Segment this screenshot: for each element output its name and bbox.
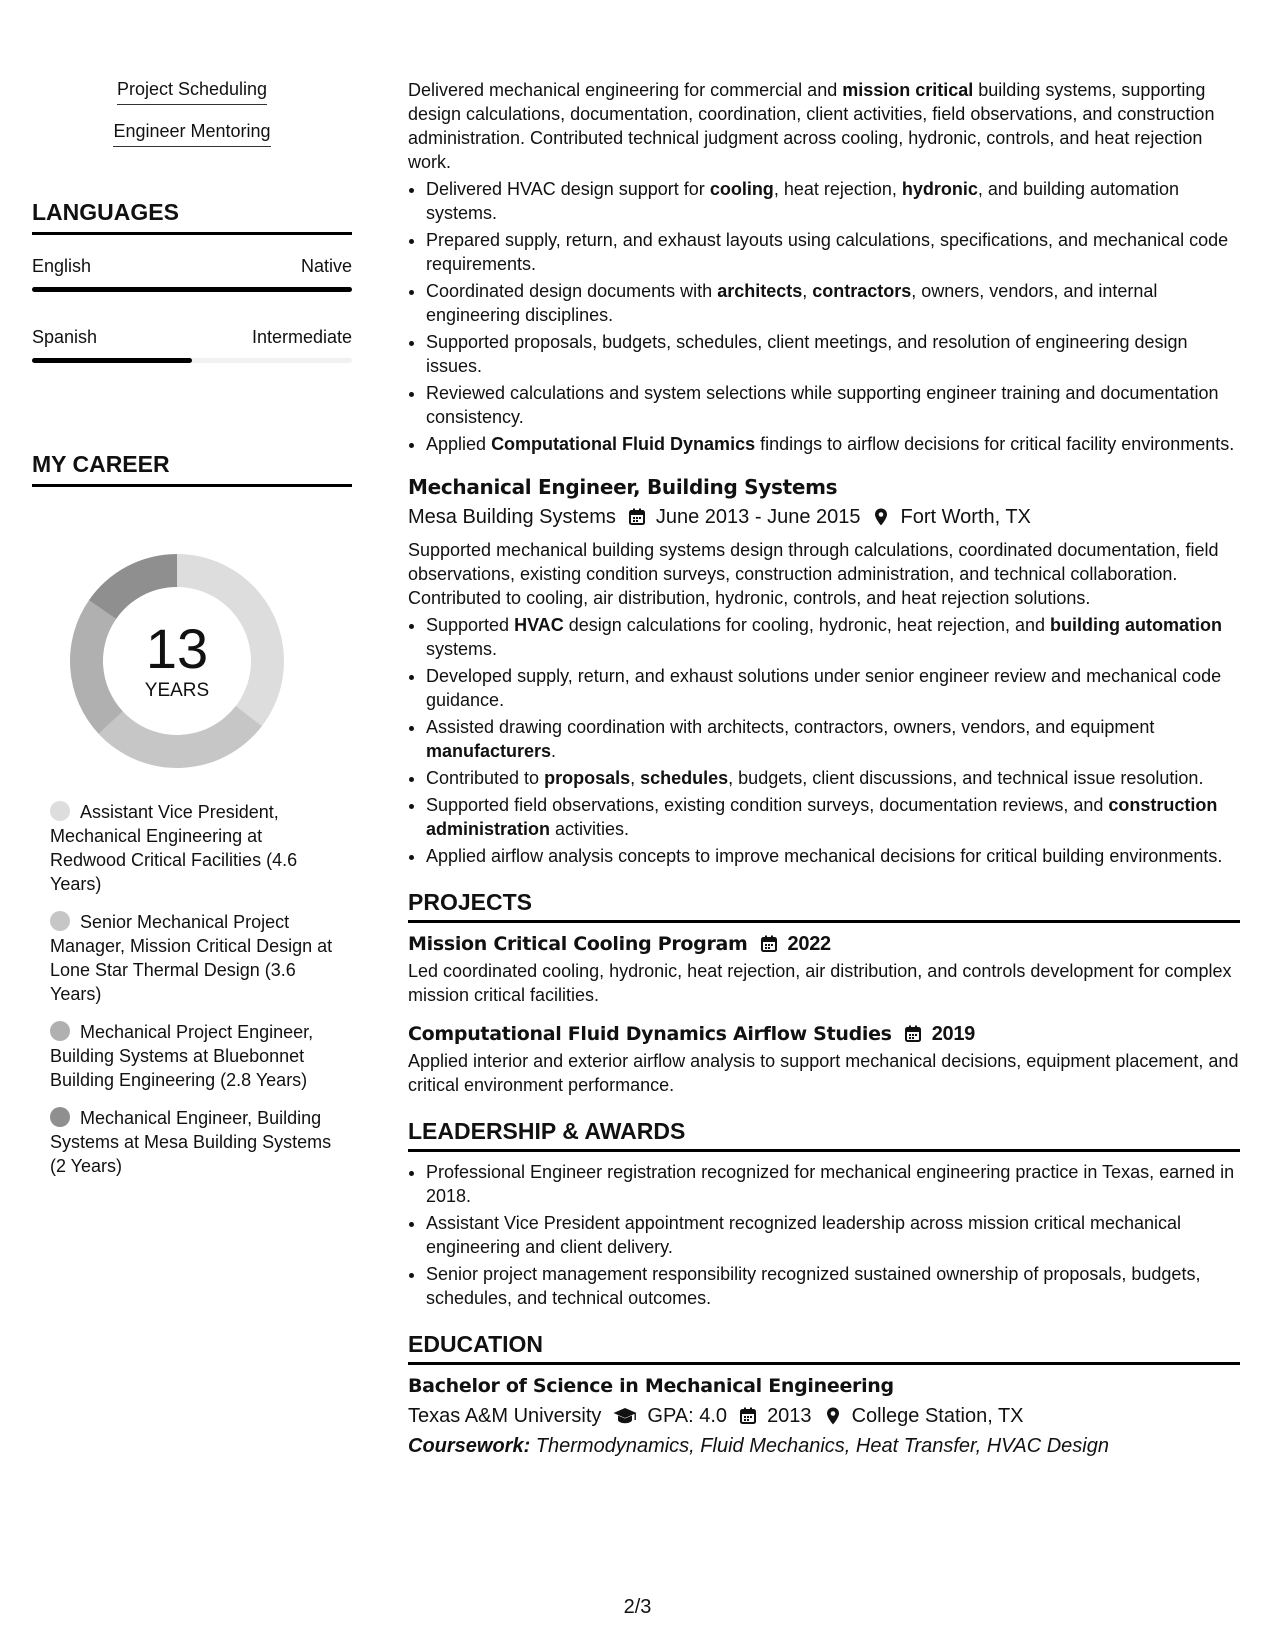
award-item: • Professional Engineer registration recognized for mechanical engineering practice in Texas, earned in 2018. xyxy=(426,1160,1240,1208)
job-title: Mechanical Engineer, Building Systems xyxy=(408,475,838,499)
language-level: Native xyxy=(300,256,352,276)
language-proficiency-bar xyxy=(32,358,352,363)
calendar-icon xyxy=(760,935,778,953)
languages-section xyxy=(32,198,352,363)
calendar-icon xyxy=(628,508,646,526)
legend-dot-icon xyxy=(50,911,70,931)
awards-heading: LEADERSHIP & AWARDS xyxy=(408,1117,1240,1152)
legend-dot-icon xyxy=(50,801,70,821)
map-pin-icon xyxy=(824,1407,842,1425)
career-total-unit: YEARS xyxy=(144,680,210,701)
career-legend-item xyxy=(50,1106,340,1178)
job-summary: Supported mechanical building systems design through calculations, coordinated documentation, field observations, existing condition surveys, construction administration, and technical collaboration. Contributed to cooling, air distribution, hydronic, controls, and heat rejection solutions. xyxy=(408,540,1219,608)
skill-tag: Engineer Mentoring xyxy=(113,120,270,147)
job-bullet: • Supported HVAC design calculations for cooling, hydronic, heat rejection, and building automation systems. xyxy=(426,613,1240,661)
project-title xyxy=(408,1021,1240,1047)
career-section xyxy=(32,450,352,1176)
job-bullet: • Assisted drawing coordination with architects, contractors, owners, vendors, and equipment manufacturers. xyxy=(426,715,1240,763)
career-legend-item xyxy=(50,1020,340,1092)
main-content xyxy=(408,78,1240,1459)
coursework-label: Coursework: xyxy=(408,1435,531,1457)
coursework xyxy=(408,1433,1240,1459)
project-title xyxy=(408,931,1240,957)
job-location: Fort Worth, TX xyxy=(900,506,1031,528)
education-heading: EDUCATION xyxy=(408,1330,1240,1365)
job-bullet: • Delivered HVAC design support for cooling, heat rejection, hydronic, and building automation systems. xyxy=(426,177,1240,225)
projects-heading: PROJECTS xyxy=(408,888,1240,923)
degree-title: Bachelor of Science in Mechanical Engineering xyxy=(408,1375,894,1397)
calendar-icon xyxy=(739,1407,757,1425)
job-bullet: • Reviewed calculations and system selections while supporting engineer training and documentation consistency. xyxy=(426,381,1240,429)
job-bullet: • Developed supply, return, and exhaust solutions under senior engineer review and mechanical code guidance. xyxy=(426,664,1240,712)
career-role-text: Senior Mechanical Project Manager, Mission Critical Design at Lone Star Thermal Design (3.6 Years) xyxy=(50,912,333,1004)
job-bullet: • Contributed to proposals, schedules, budgets, client discussions, and technical issue resolution. xyxy=(426,766,1240,790)
career-legend-item xyxy=(50,910,340,1006)
project-year: 2022 xyxy=(787,933,831,955)
graduation-cap-icon xyxy=(613,1407,637,1425)
skill-tag: Project Scheduling xyxy=(117,78,267,105)
job-meta xyxy=(408,504,1240,530)
language-proficiency-fill xyxy=(32,358,192,363)
education-meta xyxy=(408,1403,1240,1429)
career-total-years: 13 xyxy=(145,617,209,680)
language-proficiency-fill xyxy=(32,287,352,292)
job-bullet: • Applied airflow analysis concepts to improve mechanical decisions for critical building environments. xyxy=(426,844,1240,868)
career-role-text: Assistant Vice President, Mechanical Engineering at Redwood Critical Facilities (4.6 Years) xyxy=(50,802,298,894)
languages-heading: LANGUAGES xyxy=(32,198,352,235)
language-row xyxy=(32,255,352,292)
page-number: 2/3 xyxy=(623,1596,652,1618)
job-summary: Delivered mechanical engineering for commercial and mission critical building systems, supporting design calculations, documentation, coordination, client activities, field observations, and construction administration. Contributed technical judgment across cooling, hydronic, controls, and heat rejection work. xyxy=(408,80,1215,172)
calendar-icon xyxy=(904,1025,922,1043)
legend-dot-icon xyxy=(50,1107,70,1127)
job-bullet: • Applied Computational Fluid Dynamics findings to airflow decisions for critical facility environments. xyxy=(426,432,1240,456)
career-donut-chart xyxy=(66,550,288,772)
language-row xyxy=(32,326,352,363)
project-name: Mission Critical Cooling Program xyxy=(408,933,748,955)
project-name: Computational Fluid Dynamics Airflow Studies xyxy=(408,1023,892,1045)
school-location: College Station, TX xyxy=(851,1405,1024,1427)
job-bullet: • Prepared supply, return, and exhaust layouts using calculations, specifications, and mechanical code requirements. xyxy=(426,228,1240,276)
sidebar xyxy=(32,78,352,1176)
skills-list xyxy=(32,78,352,162)
career-heading: MY CAREER xyxy=(32,450,352,487)
language-name: Spanish xyxy=(32,327,98,347)
career-legend xyxy=(50,800,340,1192)
job-bullets xyxy=(408,177,1240,456)
language-level: Intermediate xyxy=(251,327,352,347)
school-name: Texas A&M University xyxy=(408,1405,602,1427)
career-role-text: Mechanical Project Engineer, Building Systems at Bluebonnet Building Engineering (2.8 Years) xyxy=(50,1022,314,1090)
job-bullet: • Coordinated design documents with architects, contractors, owners, vendors, and internal engineering disciplines. xyxy=(426,279,1240,327)
gpa: GPA: 4.0 xyxy=(647,1405,728,1427)
project-description: Applied interior and exterior airflow analysis to support mechanical decisions, equipment placement, and critical environment performance. xyxy=(408,1051,1239,1095)
job-dates: June 2013 - June 2015 xyxy=(655,506,861,528)
legend-dot-icon xyxy=(50,1021,70,1041)
awards-list xyxy=(408,1160,1240,1310)
job-bullet: • Supported proposals, budgets, schedules, client meetings, and resolution of engineering design issues. xyxy=(426,330,1240,378)
job-bullets xyxy=(408,613,1240,868)
language-name: English xyxy=(32,256,92,276)
graduation-year: 2013 xyxy=(767,1405,812,1427)
career-role-text: Mechanical Engineer, Building Systems at Mesa Building Systems (2 Years) xyxy=(50,1108,332,1176)
company-name: Mesa Building Systems xyxy=(408,506,616,528)
career-legend-item xyxy=(50,800,340,896)
coursework-list: Thermodynamics, Fluid Mechanics, Heat Transfer, HVAC Design xyxy=(530,1435,1109,1457)
project-description: Led coordinated cooling, hydronic, heat rejection, air distribution, and controls development for complex mission critical facilities. xyxy=(408,961,1232,1005)
project-year: 2019 xyxy=(931,1023,975,1045)
job-bullet: • Supported field observations, existing condition surveys, documentation reviews, and construction administration activities. xyxy=(426,793,1240,841)
language-proficiency-bar xyxy=(32,287,352,292)
map-pin-icon xyxy=(872,508,890,526)
award-item: • Senior project management responsibility recognized sustained ownership of proposals, budgets, schedules, and technical outcomes. xyxy=(426,1262,1240,1310)
award-item: • Assistant Vice President appointment recognized leadership across mission critical mechanical engineering and client delivery. xyxy=(426,1211,1240,1259)
